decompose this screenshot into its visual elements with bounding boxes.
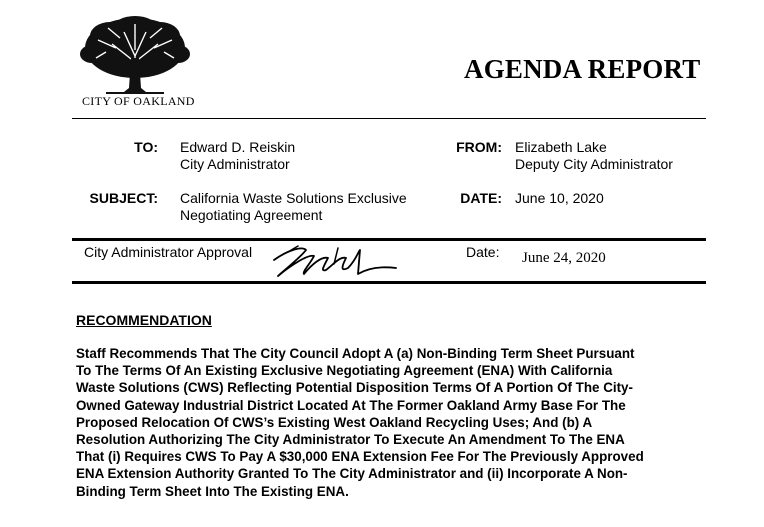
to-label: TO: [134, 139, 158, 155]
recommendation-line: ENA Extension Authority Granted To The City Administrator and (ii) Incorporate A Non- [76, 466, 628, 482]
from-name: Elizabeth Lake [515, 139, 607, 155]
recommendation-line: Staff Recommends That The City Council Adopt A (a) Non-Binding Term Sheet Pursuant [76, 346, 635, 361]
recommendation-line: Resolution Authorizing The City Administrator To Execute An Amendment To The ENA [76, 432, 625, 448]
subject-line-1: California Waste Solutions Exclusive [180, 190, 407, 206]
date-value: June 10, 2020 [515, 190, 604, 206]
oak-tree-icon [76, 14, 194, 96]
subject-line-2: Negotiating Agreement [180, 207, 323, 223]
date-label: DATE: [460, 190, 502, 206]
recommendation-line: Proposed Relocation Of CWS’s Existing West Oakland Recycling Uses; And (b) A [76, 414, 593, 430]
recommendation-line: Waste Solutions (CWS) Reflecting Potential Disposition Terms Of A Portion Of The City- [76, 380, 633, 396]
approval-date-label: Date: [466, 244, 500, 260]
subject-label: SUBJECT: [89, 190, 158, 206]
city-seal-logo [76, 14, 194, 108]
recommendation-line: Binding Term Sheet Into The Existing ENA. [76, 483, 349, 499]
section-heading: RECOMMENDATION [76, 312, 212, 328]
approval-date-value: June 24, 2020 [522, 250, 606, 266]
to-name: Edward D. Reiskin [180, 139, 296, 155]
recommendation-line: Owned Gateway Industrial District Located At The Former Oakland Army Base For The [76, 397, 626, 413]
page-title: AGENDA REPORT [464, 54, 701, 84]
header-divider [72, 118, 706, 119]
handwritten-signature [268, 238, 408, 282]
from-title: Deputy City Administrator [515, 156, 673, 172]
recommendation-body [76, 345, 716, 500]
approval-label: City Administrator Approval [84, 244, 253, 260]
recommendation-line: To The Terms Of An Existing Exclusive Negotiating Agreement (ENA) With California [76, 363, 613, 379]
recommendation-line: That (i) Requires CWS To Pay A $30,000 ENA Extension Fee For The Previously Approved [76, 449, 644, 465]
approval-bottom-rule [72, 281, 706, 284]
to-title: City Administrator [180, 156, 290, 172]
logo-caption: CITY OF OAKLAND [82, 94, 195, 108]
from-label: FROM: [456, 139, 502, 155]
